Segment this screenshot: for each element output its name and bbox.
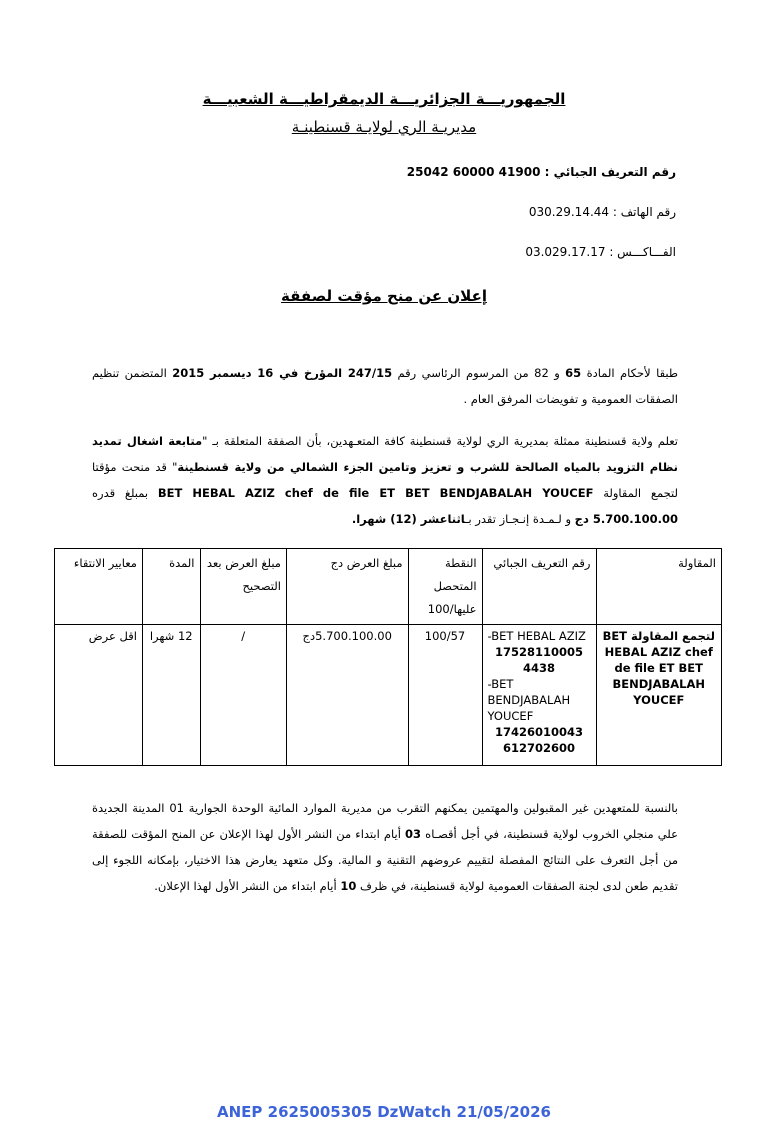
p3-days-03: 03 <box>405 827 422 841</box>
announcement-title: إعلان عن منح مؤقت لصفقة <box>281 287 487 305</box>
p3-text-1: بالنسبة للمتعهدين غير المقبولين والمهتمين يمكنهم التقرب من مديرية الموارد المائية الوحدة الجوارية 01 المدينة الجديدة علي منجلي الخروب لولاية قسنطينة، في أجل أقصـاه <box>92 801 679 841</box>
p3-text-3: أيام ابتداء من النشر الأول لهذا الإعلان. <box>154 879 337 893</box>
award-paragraph <box>92 428 678 532</box>
fax-label: الفـــاكـــس : <box>609 245 676 259</box>
tax-id-value: 41900 60000 25042 <box>406 165 541 179</box>
legal-basis-paragraph <box>92 360 678 412</box>
cell-score: 100/57 <box>408 625 482 766</box>
company2-tax-id: 17426010043 612702600 <box>495 725 584 755</box>
table-header-row <box>55 549 722 625</box>
award-table <box>54 548 722 766</box>
p2-text-1: تعلم ولاية قسنطينة ممثلة بمديرية الري لولاية قسنطينة كافة المتعـهدين، بأن الصفقة المتعلقة بـ " <box>202 434 679 448</box>
p2-text-2: " قد منحت مؤقتا لتجمع المقاولة <box>92 460 679 500</box>
cell-criteria: اقل عرض <box>55 625 143 766</box>
p2-duration: اثناعشر (12) شهرا. <box>351 512 466 526</box>
phone-value: 030.29.14.44 <box>528 205 610 219</box>
col-contractor: المقاولة <box>596 549 722 625</box>
cell-contractor <box>596 625 722 766</box>
p1-decree-reference: 247/15 المؤرخ في 16 ديسمبر 2015 <box>172 366 393 380</box>
col-duration: المدة <box>142 549 200 625</box>
appeal-paragraph <box>92 795 678 899</box>
p1-text-2: و 82 من المرسوم الرئاسي رقم <box>397 366 560 380</box>
p2-text-4: و لـمـدة إنـجـاز تقدر بـ <box>465 512 572 526</box>
publication-footer: ANEP 2625005305 DzWatch 21/05/2026 <box>217 1103 551 1121</box>
p1-article-number: 65 <box>565 366 582 380</box>
p3-text-2: أيام ابتداء من النشر الأول لهذا الإعلان عن المنح المؤقت للصفقة من أجل التعرف على النتائج المفصلة لتقييم عروضهم التقنية و المالية. وكل متعهد يعارض هذا الاختيار، بإمكانه اللجوء إلى تقديم طعن لدى لجنة الصفقات العمومية لولاية قسنطينة، في ظرف <box>92 827 678 893</box>
p2-amount: 5.700.100.00 دج <box>574 512 678 526</box>
p2-contract-subject: متابعة اشغال تمديد نظام التزويد بالمياه الصالحة للشرب و تعزيز وتامين الجزء الشمالي من ولاية قسنطينة <box>92 434 678 474</box>
contractor-names: BET HEBAL AZIZ chef de file ET BET BENDJABALAH YOUCEF <box>602 629 713 707</box>
cell-corrected-amount: / <box>200 625 286 766</box>
cell-tax-id <box>482 625 596 766</box>
p3-days-10: 10 <box>340 879 357 893</box>
directorate-heading: مديريـة الري لولايـة قسنطينـة <box>291 118 477 136</box>
phone-label: رقم الهاتف : <box>612 205 676 219</box>
p2-contractor-names: BET HEBAL AZIZ chef de file ET BET BENDJABALAH YOUCEF <box>157 486 594 500</box>
contractor-prefix: لتجمع المقاولة <box>631 629 715 643</box>
table-row <box>55 625 722 766</box>
tax-id-line <box>407 165 676 179</box>
company2-name: -BET BENDJABALAH YOUCEF <box>487 677 571 723</box>
tax-id-label: رقم التعريف الجبائي : <box>544 165 676 179</box>
col-criteria: معايير الانتقاء <box>55 549 143 625</box>
col-tax-id: رقم التعريف الجبائي <box>482 549 596 625</box>
p1-text-1: طبقا لأحكام المادة <box>586 366 679 380</box>
p2-text-3: بمبلغ قدره <box>92 486 149 500</box>
company1-name: -BET HEBAL AZIZ <box>487 629 586 643</box>
phone-line <box>529 205 676 219</box>
col-score: النقطة المتحصل عليها/100 <box>408 549 482 625</box>
fax-value: 03.029.17.17 <box>525 245 606 259</box>
p1-text-3: المتضمن تنظيم الصفقات العمومية و تفويضات المرفق العام . <box>92 366 678 406</box>
fax-line <box>525 245 676 259</box>
company1-tax-id: 17528110005 4438 <box>495 645 584 675</box>
col-amount: مبلغ العرض دج <box>286 549 408 625</box>
republic-heading: الجمهوريـــة الجزائريـــة الديمقراطيـــة الشعبيـــة <box>202 90 566 108</box>
col-corrected-amount: مبلغ العرض بعد التصحيح <box>200 549 286 625</box>
cell-amount: 5.700.100.00دج <box>286 625 408 766</box>
cell-duration: 12 شهرا <box>142 625 200 766</box>
